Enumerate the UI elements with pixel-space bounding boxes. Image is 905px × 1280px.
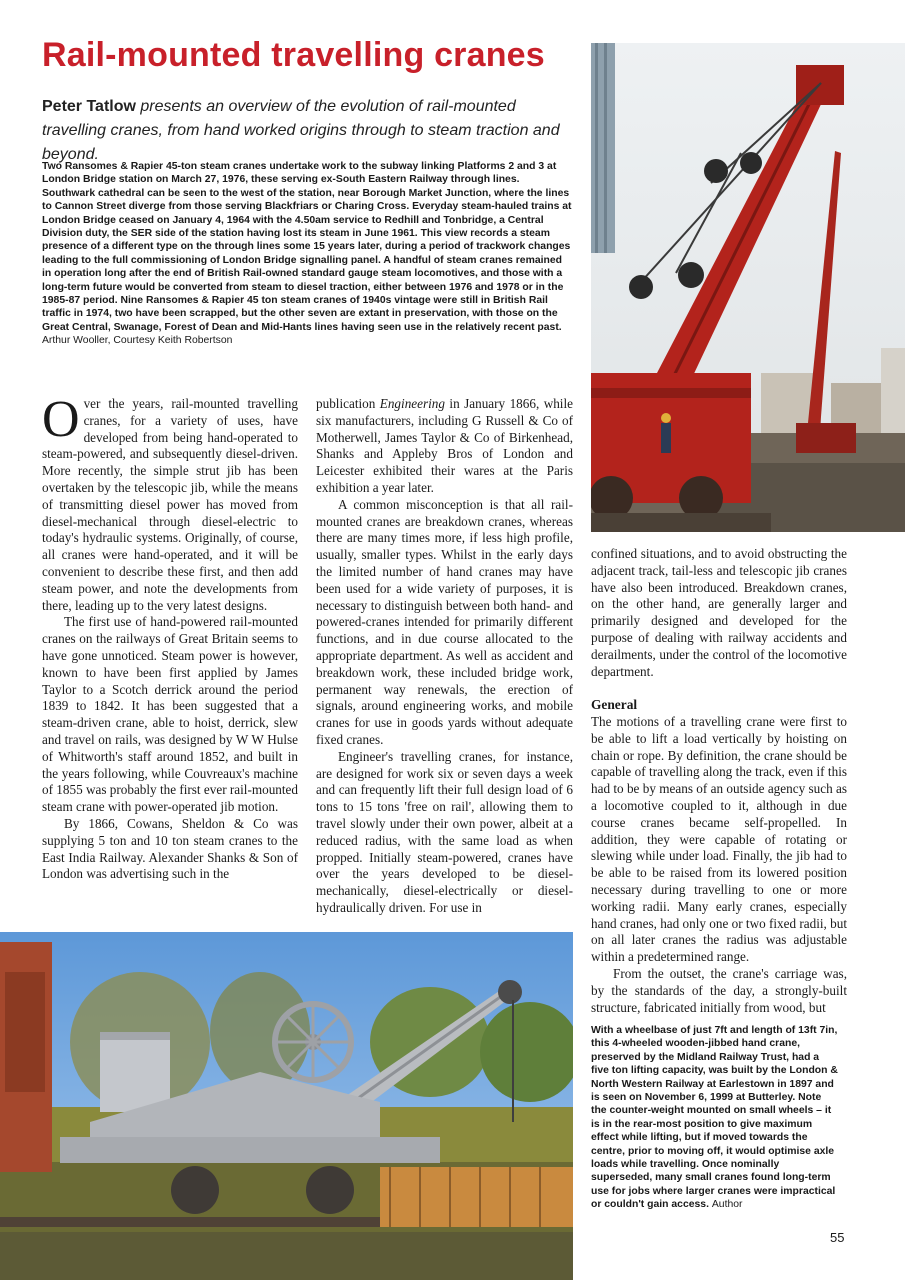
standfirst-text: presents an overview of the evolution of rail-mounted travelling cranes, from hand worked origins through to steam traction and beyond. (42, 98, 560, 163)
steam-cranes-illustration (591, 43, 905, 532)
caption-right-text: With a wheelbase of just 7ft and length of 13ft 7in, this 4-wheeled wooden-jibbed hand crane, preserved by the Midland Railway Trust, had a five ton lifting capacity, was built by the London & North Western Railway at Earlestown in 1897 and is seen on November 6, 1999 at Butterley. Note the counter-weight mounted on small wheels – it is in the rear-most position to give maximum effect while lifting, but if moved towards the centre, prior to moving off, it would optimise axle loads while travelling. Once nominally superseded, many small cranes found long-term use for jobs where larger cranes were impractical or couldn't gain access. (591, 1025, 838, 1211)
paragraph-text: publication (316, 396, 380, 411)
standfirst (42, 95, 582, 167)
paragraph-text: in January 1866, while six manufacturers, including G Russell & Co of Motherwell, James Taylor & Co of Birkenhead, Shanks and Appleby Bros of London and Leicester exhibited their wares at the Paris exhibition a year later. (316, 396, 573, 495)
standfirst-author: Peter Tatlow (42, 98, 136, 115)
paragraph: Engineer's travelling cranes, for instance, are designed for work six or seven days a week and can frequently lift their full design load of 6 tons to 15 tons 'free on rail', allowing them to travel slowly under their own power, albeit at a reduced radius, with the same load as when propped. Initially steam-powered, cranes have over the years developed to be diesel-mechanically, diesel-electrically or diesel-hydraulically driven. For use in (316, 748, 573, 915)
caption-hand-crane-photo (591, 1024, 839, 1212)
body-column-1 (42, 391, 298, 883)
caption-top-credit: Arthur Wooller, Courtesy Keith Robertson (42, 335, 233, 347)
paragraph: confined situations, and to avoid obstructing the adjacent track, tail-less and telescopic jib cranes have also been introduced. Breakdown cranes, on the other hand, are generally larger and primarily designed and developed for the purpose of dealing with railway accidents and derailments, under the control of the locomotive department. (591, 546, 847, 679)
paragraph-text: ver the years, rail-mounted travelling cranes, for a variety of uses, have developed from being hand-operated to steam-powered, and subsequently diesel-driven. More recently, the simple strut jib has been overtaken by the telescopic jib, while the means of transmitting diesel power has moved from diesel-mechanical through diesel-electric to today's hydraulic systems. Originally, of course, all cranes were hand-operated, and it will be convenient to describe these first, and then add steam power, and note the developments from there, leading up to the very latest designs. (42, 396, 298, 613)
caption-top-text: Two Ransomes & Rapier 45-ton steam cranes undertake work to the subway linking Platforms 2 and 3 at London Bridge station on March 27, 1976, these serving ex-South Eastern Railway through lines. Southwark cathedral can be seen to the west of the station, near Borough Market Junction, where the lines to Cannon Street diverge from those serving Blackfriars or Charing Cross. Everyday steam-hauled trains at London Bridge ceased on January 4, 1964 with the 4.50am service to Redhill and Tonbridge, a Central Division duty, the SER side of the station having lost its steam in June 1961. This view records a steam presence of a different type on the through lines some 15 years later, during a period of trackwork changes leading to the full commissioning of London Bridge signalling panel. A handful of steam cranes remained in operation long after the end of British Rail-owned standard gauge steam locomotives, and those with a long-term future would be converted from steam to diesel traction, either between 1976 and 1978 or in the 1985-87 period. Nine Ransomes & Rapier 45 ton steam cranes of 1940s vintage were still in British Rail traffic in 1974, two have been scrapped, but the other seven are extant in preservation, with those on the Great Central, Swanage, Forest of Dean and Mid-Hants lines having seen use in the relatively recent past. (42, 161, 572, 333)
paragraph: By 1866, Cowans, Sheldon & Co was supplying 5 ton and 10 ton steam cranes to the East India Railway. Alexander Shanks & Son of London was advertising such in the (42, 815, 298, 882)
paragraph: The motions of a travelling crane were first to be able to lift a load vertically by hoisting on chain or rope. By definition, the crane should be capable of travelling along the track, even if this had to be by means of an outside agency such as a locomotive coupled to it, although in due course cranes became self-propelled. In addition, they were capable of rotating or slewing while under load. Finally, the jib had to be able to be raised from its lowered position necessary during travelling to one or more working radii. Many early cranes, especially hand cranes, had only one or two fixed radii, but on all later cranes the radius was adjustable within a predetermined range. (591, 713, 847, 965)
caption-right-credit: Author (711, 1199, 743, 1211)
article-title: Rail-mounted travelling cranes (42, 36, 545, 74)
page-number: 55 (830, 1230, 845, 1245)
paragraph: From the outset, the crane's carriage was, by the standards of the day, a strongly-built structure, fabricated initially from wood, but (591, 965, 847, 1015)
body-column-2 (316, 396, 573, 917)
paragraph (316, 396, 573, 497)
paragraph: A common misconception is that all rail-mounted cranes are breakdown cranes, whereas there are many times more, if less high profile, usually, smaller types. Whilst in the early days the limited number of hand cranes may have been used for a wide variety of purposes, it is necessary to distinguish between both hand- and powered-cranes intended for primarily different functions, and in due course allocated to the appropriate department. As well as accident and breakdown work, these included bridge work, permanent way renewals, the erection of signals, around engineering works, and mobile cranes for use in goods yards without adequate fixed cranes. (316, 496, 573, 747)
drop-cap: O (42, 391, 80, 448)
body-column-3 (591, 546, 847, 1016)
publication-title: Engineering (379, 396, 445, 411)
section-heading-general: General (591, 697, 638, 713)
photo-steam-cranes-london-bridge (591, 43, 905, 532)
caption-top-photo (42, 160, 574, 348)
paragraph (42, 391, 298, 614)
photo-hand-crane-butterley (0, 932, 573, 1280)
hand-crane-illustration (0, 932, 573, 1280)
paragraph: The first use of hand-powered rail-mounted cranes on the railways of Great Britain seems to have gone unnoticed. Steam power is however, known to have been first applied by James Taylor to a Scotch derrick around the period 1839 to 1842. It has been suggested that a steam-driven crane, able to hoist, derrick, slew and travel on rails, was designed by W W Hulse of Whitworth's staff around 1852, and built in the years following, while Couvreaux's machine of 1855 was probably the first ever rail-mounted steam crane with power-operated jib motion. (42, 614, 298, 815)
